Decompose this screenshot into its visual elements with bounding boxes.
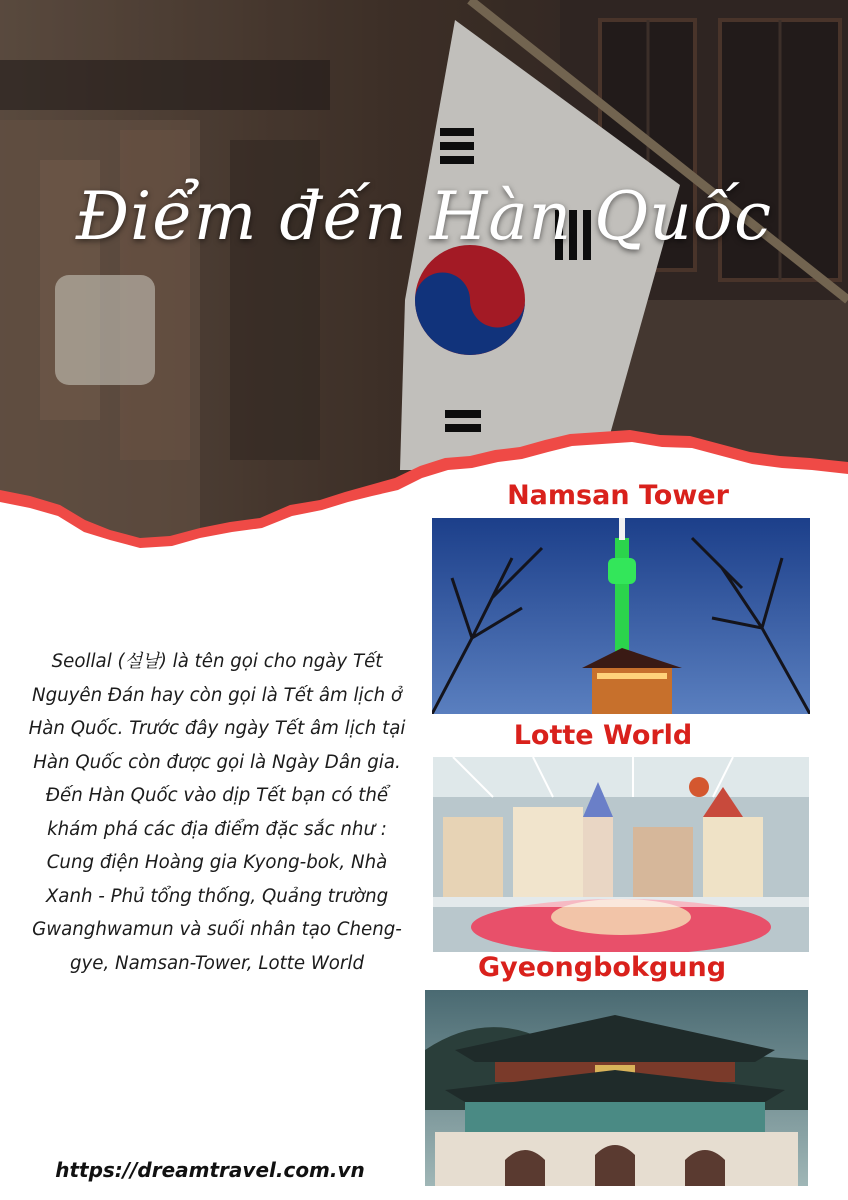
- website-link[interactable]: https://dreamtravel.com.vn: [55, 1158, 365, 1182]
- namsan-tower-photo: [432, 518, 810, 714]
- destination-description: Seollal (설날) là tên gọi cho ngày Tết Nguyên Đán hay còn gọi là Tết âm lịch ở Hàn Quốc. Trước đây ngày Tết âm lịch tại Hàn Quốc còn được gọi là Ngày Dân gia. Đến Hàn Quốc vào dịp Tết bạn có thể khám phá các địa điểm đặc sắc như : Cung điện Hoàng gia Kyong-bok, Nhà Xanh - Phủ tổng thống, Quảng trường Gwanghwamun và suối nhân tạo Cheng-gye, Namsan-Tower, Lotte World: [28, 651, 406, 974]
- gyeongbokgung-photo: [425, 990, 808, 1186]
- destination-title-gyeongbokgung: Gyeongbokgung: [477, 952, 727, 983]
- destination-title-lotte: Lotte World: [513, 720, 693, 751]
- destination-title-namsan: Namsan Tower: [507, 480, 729, 511]
- page-title: Điểm đến Hàn Quốc: [75, 178, 773, 255]
- lotte-world-photo: [433, 757, 809, 952]
